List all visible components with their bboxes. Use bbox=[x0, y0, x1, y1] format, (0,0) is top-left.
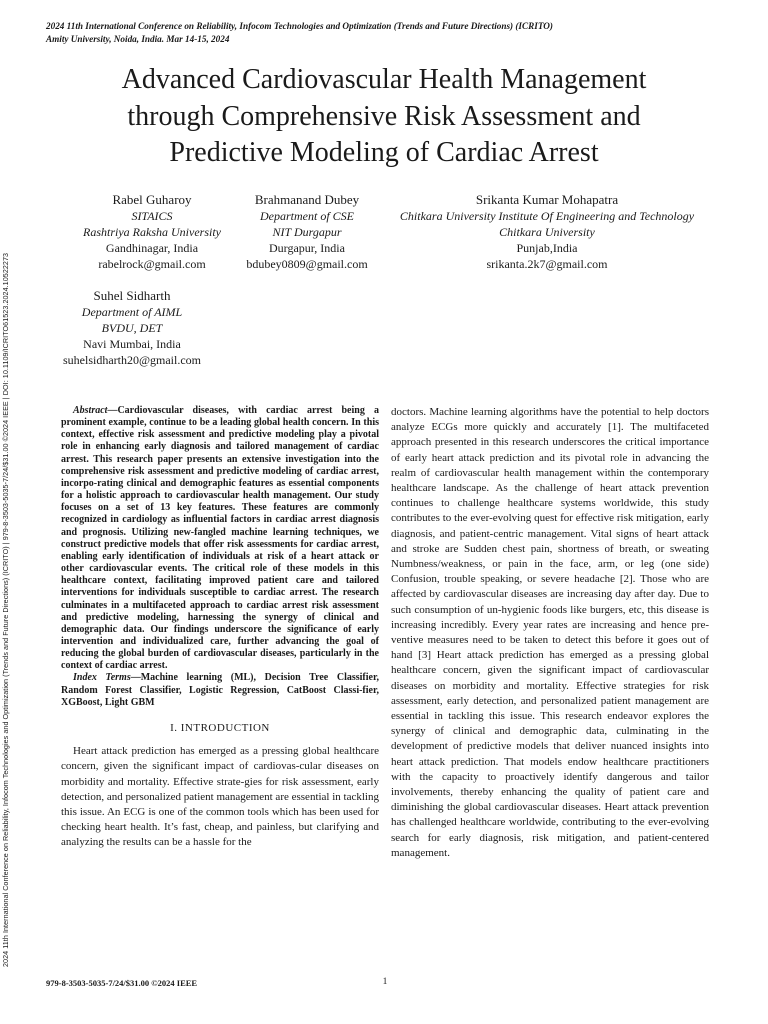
author-email: srikanta.2k7@gmail.com bbox=[486, 257, 608, 271]
intro-paragraph-left: Heart attack prediction has emerged as a pressing global healthcare concern, given the significant impact of cardiovas-cular diseases on morbidity and mortality. Effective strate-gies for risk assessment, early detection, and personalized patient management are essential in tackling this issue. An ECG is one of the common tools which has been used for checking heart health. It’s fast, cheap, and painless, but clarifying and analyzing the results can be a hassle for the bbox=[61, 745, 379, 849]
author-department: Department of CSE bbox=[260, 209, 354, 223]
conference-header bbox=[46, 20, 686, 46]
paper-title bbox=[60, 62, 708, 172]
author-name: Suhel Sidharth bbox=[93, 288, 171, 303]
conference-title-line: 2024 11th International Conference on Reliability, Infocom Technologies and Optimization (Trends and Future Directions) (ICRITO) bbox=[46, 21, 553, 31]
author-block-2 bbox=[222, 192, 392, 272]
section-heading: I. INTRODUCTION bbox=[170, 721, 270, 734]
title-line-1: Advanced Cardiovascular Health Management bbox=[121, 64, 647, 95]
author-location: Navi Mumbai, India bbox=[83, 337, 181, 351]
author-name: Rabel Guharoy bbox=[112, 192, 192, 207]
author-institution: Rashtriya Raksha University bbox=[83, 225, 221, 239]
author-email: suhelsidharth20@gmail.com bbox=[62, 353, 202, 367]
author-location: Durgapur, India bbox=[269, 241, 345, 255]
title-line-3: Predictive Modeling of Cardiac Arrest bbox=[169, 137, 599, 168]
page-number: 1 bbox=[382, 977, 388, 987]
index-terms-text: —Machine learning (ML), Decision Tree Classifier, Random Forest Classifier, Logistic Regression, CatBoost Classi-fier, XGBoost, Light GBM bbox=[61, 672, 379, 708]
author-block-3 bbox=[382, 192, 712, 272]
author-institution: NIT Durgapur bbox=[272, 225, 342, 239]
author-email: rabelrock@gmail.com bbox=[98, 257, 206, 271]
left-column bbox=[61, 405, 379, 851]
author-block-4 bbox=[52, 288, 212, 368]
author-block-1 bbox=[62, 192, 242, 272]
author-department: Chitkara University Institute Of Engineering and Technology bbox=[399, 209, 695, 223]
right-column bbox=[391, 405, 709, 861]
author-department: SITAICS bbox=[131, 209, 173, 223]
title-line-2: through Comprehensive Risk Assessment and bbox=[127, 100, 641, 132]
author-department: Department of AIML bbox=[81, 305, 183, 319]
author-institution: Chitkara University bbox=[499, 225, 595, 239]
footer-copyright: 979-8-3503-5035-7/24/$31.00 ©2024 IEEE bbox=[46, 978, 198, 988]
abstract-text: —Cardiovascular diseases, with cardiac arrest being a prominent example, continue to be a leading global health concern. In this context, effective risk assessment and predictive modeling play a pivotal role in enhancing early diagnosis and tailored management of cardiac arrest. This research paper presents an extensive investigation into the comprehensive risk assessment and predictive modeling of cardiac arrest, incorpo-rating clinical and demographic features as essential components for a holistic approach to cardiovascular health management. Our study focuses on a set of 13 key features. These features are commonly recognized in cardiology as influential factors in cardiac arrest diagnosis and prognosis. Utilizing new-fangled machine learning techniques, we construct predictive models that offer risk assessments for cardiac arrest, enabling early identification of individuals at risk of a heart attack or other cardiovascular events. The critical role of these models in this healthcare context, facilitating improved patient care and tailored interventions for individuals susceptible to cardiac arrest. The research culminates in a multifaceted approach to cardiac arrest risk assessment and predictive modeling, harnessing the synergy of clinical and demographic data. Our findings underscore the significance of early intervention and individualized care, further advancing the goal of reducing the global burden of cardiovascular diseases, particularly in the context of cardiac arrest. bbox=[61, 405, 379, 672]
abstract bbox=[61, 405, 379, 672]
index-terms bbox=[61, 672, 379, 708]
author-email: bdubey0809@gmail.com bbox=[246, 257, 368, 271]
conference-venue-line: Amity University, Noida, India. Mar 14-15, 2024 bbox=[46, 34, 230, 44]
author-location: Gandhinagar, India bbox=[105, 241, 199, 255]
author-institution: BVDU, DET bbox=[101, 321, 163, 335]
author-name: Brahmanand Dubey bbox=[254, 192, 360, 207]
author-location: Punjab,India bbox=[516, 241, 578, 255]
abstract-label: Abstract bbox=[73, 405, 108, 416]
author-name: Srikanta Kumar Mohapatra bbox=[475, 192, 619, 207]
intro-paragraph-right: doctors. Machine learning algorithms have the potential to help doctors analyze ECGs more quickly and accurately [1]. The multifaceted approach presented in this research underscores the critical importance of early heart attack prediction and its pivotal role in advancing the realm of cardiovascular health management within the contemporary healthcare landscape. As the challenge of heart attack prevention continues to challenge healthcare systems worldwide, this study contributes to the ever-evolving quest for effective risk mitigation, early diagnosis, and patient-centric management. Vital signs of heart attack and stroke are Sudden chest pain, shortness of breath, or sweating Numbness/weakness, or pain in the face, arm, or leg (one side) Confusion, trouble speaking, or severe headache [2]. Those who are affected by cardiovascular diseases are increasing day after day. Due to such consumption of un-hygienic foods like burgers, etc, this disease is increasing incredibly. Every year rates are increasing and hence pre-ventive measures need to be taken to detect this before it goes out of hand [3] Heart attack prediction has emerged as a pressing global healthcare concern, given the significant impact of cardiovascular diseases on morbidity and mortality. Effective strategies for risk assessment, early detection, and personalized patient management are essential in tackling this issue. This research endeavor explores the synergy of clinical and demographic data, culminating in the development of predictive models that deliver nuanced insights into heart attack prediction. That models endow healthcare practitioners with the capacity to proactively identify dangerous and tailor involvements, thereby enhancing the quality of patient care and diminishing the global cardiovascular diseases. Heart attack prevention has challenged healthcare worldwide, contributing to the ever-evolving search for early diagnosis, risk mitigation, and patient-centered management. bbox=[391, 406, 709, 859]
index-terms-label: Index Terms bbox=[73, 672, 131, 684]
side-banner-text: 2024 11th International Conference on Reliability, Infocom Technologies and Optimization (Trends and Future Directions) (ICRITO) | 979-8-3503-5035-7/24/$31.00 ©2024 IEEE | DOI: 10.1109/ICRITO61523.2024.10522273 bbox=[1, 252, 10, 967]
